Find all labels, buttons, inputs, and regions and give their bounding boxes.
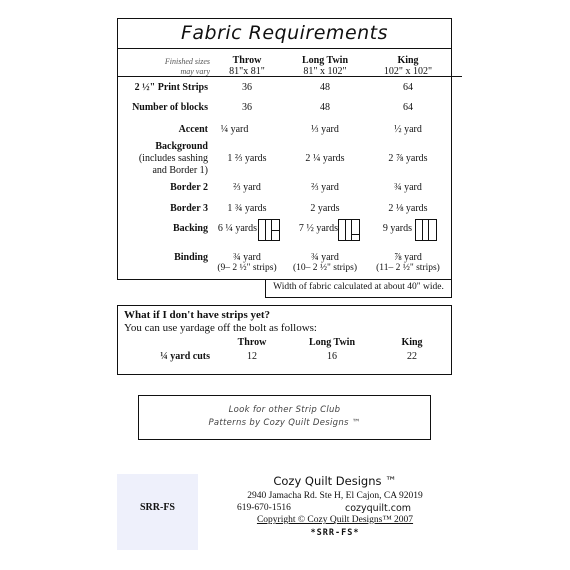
background-label-sub1: (includes sashing bbox=[138, 153, 208, 164]
strip-club-line-2: Patterns by Cozy Quilt Designs ™ bbox=[208, 418, 361, 428]
background-label-sub2: and Border 1) bbox=[152, 165, 208, 176]
cuts-column-throw: Throw bbox=[237, 337, 267, 348]
binding-throw-strips: (9– 2 ½" strips) bbox=[217, 263, 277, 273]
title-divider bbox=[117, 48, 452, 49]
backing-king: 9 yards bbox=[382, 223, 412, 234]
row-label-backing: Backing bbox=[172, 223, 208, 234]
backing-panel-long-twin-icon bbox=[338, 219, 360, 241]
strips-answer: You can use yardage off the bolt as follows: bbox=[124, 322, 317, 334]
row-label-border-2: Border 2 bbox=[170, 182, 208, 193]
backing-panel-king-icon bbox=[415, 219, 437, 241]
row-label-number-of-blocks: Number of blocks bbox=[132, 102, 208, 113]
cuts-throw: 12 bbox=[247, 351, 257, 362]
cuts-king: 22 bbox=[407, 351, 417, 362]
row-label-binding: Binding bbox=[174, 252, 208, 263]
company-address: 2940 Jamacha Rd. Ste H, El Cajon, CA 92019 bbox=[247, 491, 423, 501]
column-throw bbox=[207, 55, 287, 77]
background-king: 2 ⅞ yards bbox=[388, 153, 428, 164]
binding-throw-yards: ¾ yard bbox=[233, 252, 261, 263]
strips-long-twin: 48 bbox=[320, 82, 330, 93]
pattern-code-badge bbox=[117, 474, 198, 550]
accent-king: ½ yard bbox=[394, 124, 422, 135]
copyright-line: Copyright © Cozy Quilt Designs™ 2007 bbox=[256, 515, 414, 525]
pattern-code-small: *SRR-FS* bbox=[310, 528, 360, 538]
blocks-king: 64 bbox=[403, 102, 413, 113]
note-line-2: may vary bbox=[180, 67, 210, 76]
blocks-throw: 36 bbox=[242, 102, 252, 113]
cuts-long-twin: 16 bbox=[327, 351, 337, 362]
background-throw: 1 ⅔ yards bbox=[227, 153, 267, 164]
binding-long-twin-strips: (10– 2 ½" strips) bbox=[292, 263, 358, 273]
binding-long-twin bbox=[283, 252, 367, 273]
background-label: Background bbox=[155, 141, 208, 152]
row-label-background bbox=[120, 141, 208, 177]
row-label-accent: Accent bbox=[178, 124, 208, 135]
binding-throw bbox=[205, 252, 289, 273]
strips-king: 64 bbox=[403, 82, 413, 93]
pattern-code-badge-text: SRR-FS bbox=[139, 502, 175, 513]
finished-sizes-note bbox=[120, 57, 210, 77]
accent-long-twin: ⅓ yard bbox=[311, 124, 339, 135]
border2-long-twin: ⅔ yard bbox=[311, 182, 339, 193]
column-king bbox=[368, 55, 448, 77]
column-king-name: King bbox=[397, 55, 419, 66]
cuts-column-long-twin: Long Twin bbox=[308, 337, 356, 348]
row-label-border-3: Border 3 bbox=[170, 203, 208, 214]
border3-throw: 1 ¾ yards bbox=[227, 203, 267, 214]
binding-king-strips: (11– 2 ½" strips) bbox=[376, 263, 440, 273]
company-name: Cozy Quilt Designs ™ bbox=[273, 474, 397, 488]
border3-king: 2 ⅛ yards bbox=[388, 203, 428, 214]
backing-panel-throw-icon bbox=[258, 219, 280, 241]
column-long-twin-size: 81" x 102" bbox=[303, 66, 347, 77]
column-long-twin-name: Long Twin bbox=[301, 55, 349, 66]
backing-long-twin: 7 ½ yards bbox=[298, 223, 338, 234]
binding-king bbox=[366, 252, 450, 273]
binding-king-yards: ⅞ yard bbox=[394, 252, 422, 263]
background-long-twin: 2 ¼ yards bbox=[305, 153, 345, 164]
fabric-requirements-title: Fabric Requirements bbox=[180, 22, 389, 44]
strip-club-line-1: Look for other Strip Club bbox=[228, 405, 341, 415]
border2-king: ¾ yard bbox=[394, 182, 422, 193]
border2-throw: ⅔ yard bbox=[233, 182, 261, 193]
row-label-print-strips: 2 ½" Print Strips bbox=[134, 82, 208, 93]
blocks-long-twin: 48 bbox=[320, 102, 330, 113]
company-website[interactable]: cozyquilt.com bbox=[345, 503, 412, 514]
accent-throw: ¼ yard bbox=[220, 124, 249, 135]
cuts-column-king: King bbox=[401, 337, 423, 348]
border3-long-twin: 2 yards bbox=[310, 203, 340, 214]
quarter-yard-cuts-label: ¼ yard cuts bbox=[160, 351, 210, 362]
column-throw-name: Throw bbox=[232, 55, 262, 66]
strips-question: What if I don't have strips yet? bbox=[124, 309, 271, 321]
width-of-fabric-text: Width of fabric calculated at about 40" wide. bbox=[273, 282, 444, 292]
backing-throw: 6 ¼ yards bbox=[217, 223, 257, 234]
binding-long-twin-yards: ¾ yard bbox=[311, 252, 339, 263]
company-phone: 619-670-1516 bbox=[237, 503, 291, 513]
column-king-size: 102" x 102" bbox=[383, 66, 433, 77]
strip-club-text bbox=[138, 404, 431, 430]
column-throw-size: 81"x 81" bbox=[229, 66, 265, 77]
column-long-twin bbox=[285, 55, 365, 77]
strips-throw: 36 bbox=[242, 82, 252, 93]
note-line-1: Finished sizes bbox=[164, 57, 210, 66]
